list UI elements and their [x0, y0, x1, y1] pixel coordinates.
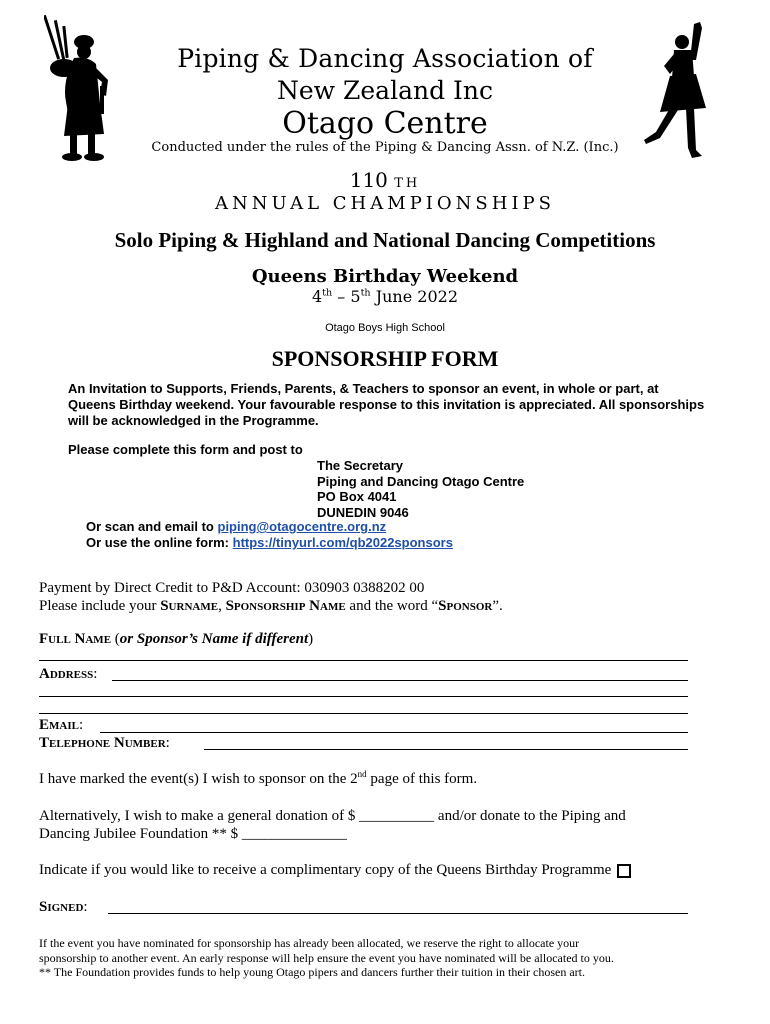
- date-end: 5: [350, 287, 361, 306]
- full-name-label: Full Name: [39, 631, 112, 647]
- address-label: Address: [39, 666, 94, 682]
- signed-label-row: Signed:: [39, 899, 88, 915]
- date-dash: –: [332, 287, 351, 306]
- address-label-row: Address:: [39, 666, 98, 682]
- full-name-label-row: [39, 631, 313, 648]
- online-form-link[interactable]: https://tinyurl.com/qb2022sponsors: [232, 535, 453, 550]
- date-start: 4: [311, 287, 323, 306]
- footnote-3: ** The Foundation provides funds to help young Otago pipers and dancers further their tuition in their chosen art.: [39, 965, 585, 979]
- marked-sup: nd: [357, 769, 367, 779]
- full-name-close: ): [308, 631, 314, 647]
- event-dates: [0, 287, 770, 306]
- telephone-label-row: Telephone Number:: [39, 735, 170, 751]
- full-name-field[interactable]: [39, 660, 688, 661]
- date-tail: June 2022: [370, 287, 459, 306]
- edition-number: 110: [349, 168, 388, 192]
- donation-line-1: Alternatively, I wish to make a general donation of $ __________ and/or donate to the Piping and: [39, 808, 626, 824]
- payment-line: Payment by Direct Credit to P&D Account: 030903 0388202 00: [39, 580, 425, 596]
- donation-line-2: Dancing Jubilee Foundation ** $ ______________: [39, 826, 347, 842]
- include-sponsorship-name: Sponsorship Name: [225, 598, 346, 614]
- annual-championships: ANNUAL CHAMPIONSHIPS: [215, 193, 555, 214]
- centre-name: Otago Centre: [282, 106, 488, 141]
- address-field-2[interactable]: [39, 696, 688, 697]
- address-line-1: The Secretary: [317, 458, 403, 473]
- programme-text: Indicate if you would like to receive a complimentary copy of the Queens Birthday Programme: [39, 862, 612, 878]
- venue: Otago Boys High School: [325, 322, 445, 334]
- footnote-2: sponsorship to another event. An early response will help ensure the event you have nominated will be allocated to you.: [39, 950, 614, 965]
- invitation-text: An Invitation to Supports, Friends, Parents, & Teachers to sponsor an event, in whole or part, at Queens Birthday weekend. Your favourable response to this invitation is appreciated. All sponsorships will be acknowledged in the Programme.: [68, 381, 705, 428]
- address-line-3: PO Box 4041: [317, 489, 397, 504]
- date-end-suffix: th: [360, 287, 371, 299]
- footnote-1: If the event you have nominated for sponsorship has already been allocated, we reserve the right to allocate your: [39, 936, 580, 950]
- postal-address: [317, 458, 524, 520]
- edition-suffix: TH: [394, 176, 421, 191]
- include-comma: ,: [218, 598, 226, 614]
- online-prefix: Or use the online form:: [86, 535, 233, 550]
- weekend-title: Queens Birthday Weekend: [251, 266, 519, 287]
- programme-row: [39, 862, 631, 879]
- online-option: [86, 535, 453, 550]
- include-surname: Surname: [160, 598, 219, 614]
- signed-label: Signed: [39, 899, 84, 915]
- address-field-1[interactable]: [112, 680, 688, 681]
- full-name-open: (: [111, 631, 120, 647]
- marked-events-text: [39, 771, 477, 788]
- email-link[interactable]: piping@otagocentre.org.nz: [217, 519, 387, 534]
- telephone-label: Telephone Number: [39, 735, 166, 751]
- email-label: Email: [39, 717, 79, 733]
- rules-text: Conducted under the rules of the Piping & Dancing Assn. of N.Z. (Inc.): [151, 140, 619, 155]
- full-name-note: or Sponsor’s Name if different: [119, 631, 309, 647]
- form-title: SPONSORSHIP FORM: [271, 346, 499, 371]
- email-field[interactable]: [100, 732, 688, 733]
- include-pre: Please include your: [39, 598, 161, 614]
- footnotes: [39, 936, 614, 980]
- signature-field[interactable]: [108, 913, 688, 914]
- marked-pre: I have marked the event(s) I wish to sponsor on the 2: [39, 771, 358, 787]
- include-end: ”.: [492, 598, 503, 614]
- edition-heading: [0, 168, 770, 192]
- competitions-title: Solo Piping & Highland and National Dancing Competitions: [114, 228, 656, 252]
- include-line: [39, 598, 503, 615]
- programme-checkbox[interactable]: [617, 864, 631, 878]
- include-sponsor-word: Sponsor: [438, 598, 493, 614]
- email-option: [86, 519, 386, 534]
- post-intro: Please complete this form and post to: [68, 442, 303, 457]
- email-prefix: Or scan and email to: [86, 519, 218, 534]
- telephone-field[interactable]: [204, 749, 688, 750]
- address-line-4: DUNEDIN 9046: [317, 504, 409, 520]
- org-name-line-2: New Zealand Inc: [276, 76, 493, 105]
- address-field-3[interactable]: [39, 713, 688, 714]
- date-start-suffix: th: [322, 287, 333, 299]
- marked-post: page of this form.: [366, 771, 478, 787]
- email-label-row: Email:: [39, 717, 84, 733]
- address-line-2: Piping and Dancing Otago Centre: [317, 473, 525, 489]
- include-mid: and the word “: [345, 598, 439, 614]
- org-name-line-1: Piping & Dancing Association of: [177, 44, 593, 73]
